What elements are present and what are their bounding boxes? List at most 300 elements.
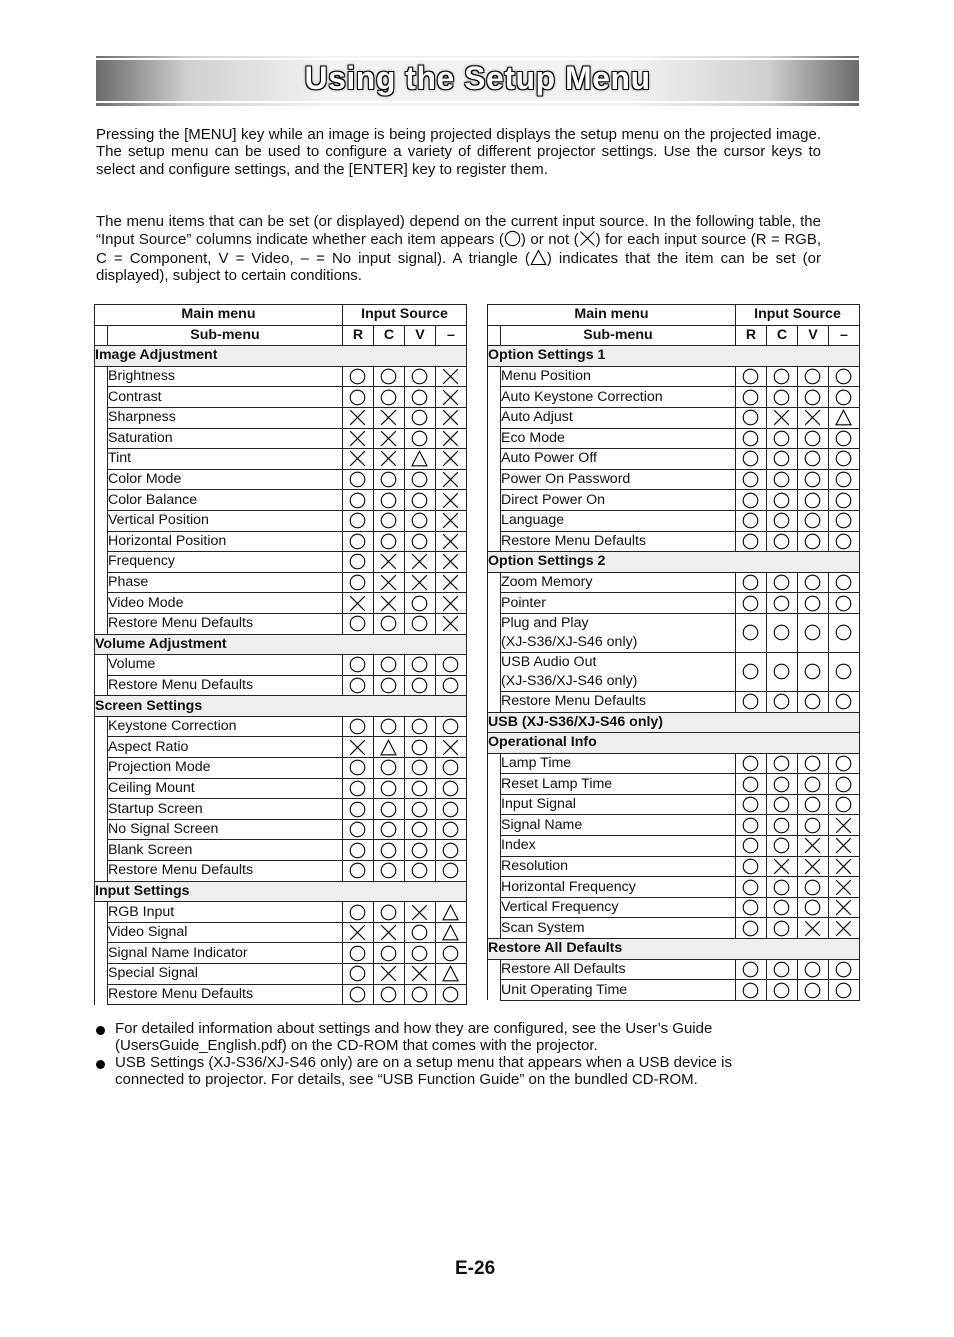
mark-cell (828, 959, 859, 980)
sub-menu-label: Phase (108, 572, 343, 593)
cross-icon (442, 574, 459, 591)
cross-icon (380, 595, 397, 612)
mark-cell (373, 778, 404, 799)
table-row (488, 531, 860, 552)
table-row (95, 552, 467, 573)
circle-icon (411, 656, 428, 673)
sub-menu-label: Auto Keystone Correction (501, 387, 736, 408)
mark-cell (797, 877, 828, 898)
table-row (95, 799, 467, 820)
main-menu-header: Main menu (95, 305, 343, 326)
circle-icon (804, 430, 821, 447)
mark-cell (342, 572, 373, 593)
mark-cell (373, 819, 404, 840)
mark-cell (828, 613, 859, 652)
sub-menu-label: Projection Mode (108, 758, 343, 779)
section-label: Option Settings 1 (488, 346, 860, 367)
circle-icon (349, 904, 366, 921)
cross-icon (773, 858, 790, 875)
mark-cell (342, 799, 373, 820)
mark-cell (735, 691, 766, 712)
circle-icon (742, 368, 759, 385)
mark-cell (828, 836, 859, 857)
table-row (488, 593, 860, 614)
mark-cell (373, 943, 404, 964)
table-row (95, 737, 467, 758)
sub-menu-label: Resolution (501, 856, 736, 877)
mark-cell (435, 593, 466, 614)
mark-cell (373, 593, 404, 614)
col-header-none: – (828, 325, 859, 346)
circle-icon (773, 796, 790, 813)
indent-cell (488, 531, 501, 552)
circle-icon (411, 533, 428, 550)
circle-icon (742, 595, 759, 612)
circle-icon (773, 817, 790, 834)
circle-icon (380, 533, 397, 550)
indent-cell (95, 593, 108, 614)
circle-icon (742, 574, 759, 591)
circle-icon (380, 677, 397, 694)
mark-cell (435, 737, 466, 758)
indent-cell (488, 877, 501, 898)
circle-icon (411, 368, 428, 385)
cross-icon (411, 574, 428, 591)
mark-cell (373, 758, 404, 779)
table-row (95, 675, 467, 696)
indent-cell (488, 593, 501, 614)
circle-icon (380, 862, 397, 879)
triangle-icon (380, 739, 397, 756)
mark-cell (373, 675, 404, 696)
mark-cell (342, 407, 373, 428)
sub-menu-label: Vertical Frequency (501, 897, 736, 918)
mark-cell (373, 716, 404, 737)
sub-menu-label: Reset Lamp Time (501, 774, 736, 795)
circle-icon (773, 512, 790, 529)
circle-icon (411, 492, 428, 509)
mark-cell (435, 449, 466, 470)
circle-icon (804, 899, 821, 916)
circle-icon (411, 924, 428, 941)
mark-cell (435, 675, 466, 696)
mark-cell (828, 593, 859, 614)
mark-cell (342, 593, 373, 614)
bullet-item-2 (96, 1054, 856, 1089)
col-header-r: R (735, 325, 766, 346)
page-title: Using the Setup Menu (304, 60, 651, 96)
col-header-none: – (435, 325, 466, 346)
circle-icon (411, 471, 428, 488)
circle-icon (804, 624, 821, 641)
circle-icon (835, 776, 852, 793)
indent-cell (95, 531, 108, 552)
table-row (95, 964, 467, 985)
sub-menu-label: Startup Screen (108, 799, 343, 820)
sub-menu-label: Sharpness (108, 407, 343, 428)
mark-cell (828, 366, 859, 387)
mark-cell (373, 366, 404, 387)
circle-icon (835, 663, 852, 680)
mark-cell (735, 856, 766, 877)
table-row (488, 572, 860, 593)
section-row (488, 939, 860, 960)
circle-icon (773, 492, 790, 509)
intro-p2-part-c: ) for each input source (R = RGB, C = Component, V = Video, – = No input signal). A triangle ( (96, 231, 821, 267)
table-row (488, 794, 860, 815)
cross-icon (380, 450, 397, 467)
indent-cell (95, 572, 108, 593)
section-label: Volume Adjustment (95, 634, 467, 655)
circle-icon (411, 677, 428, 694)
indent-cell (488, 856, 501, 877)
mark-cell (797, 918, 828, 939)
sub-menu-label: Restore Menu Defaults (108, 613, 343, 634)
indent-cell (488, 449, 501, 470)
mark-cell (342, 943, 373, 964)
mark-cell (766, 815, 797, 836)
circle-icon (773, 899, 790, 916)
circle-icon (804, 817, 821, 834)
mark-cell (435, 902, 466, 923)
circle-icon (742, 624, 759, 641)
circle-icon (773, 595, 790, 612)
circle-icon (411, 739, 428, 756)
mark-cell (435, 552, 466, 573)
table-row (95, 984, 467, 1005)
sub-menu-label: Keystone Correction (108, 716, 343, 737)
mark-cell (404, 778, 435, 799)
mark-cell (797, 613, 828, 652)
indent-cell (488, 652, 501, 691)
mark-cell (828, 387, 859, 408)
mark-cell (373, 387, 404, 408)
cross-icon (349, 409, 366, 426)
section-label: USB (XJ-S36/XJ-S46 only) (488, 712, 860, 733)
triangle-icon (530, 249, 547, 266)
mark-cell (766, 691, 797, 712)
indent-cell (488, 959, 501, 980)
circle-icon (442, 656, 459, 673)
table-row (488, 856, 860, 877)
circle-icon (380, 986, 397, 1003)
mark-cell (435, 531, 466, 552)
sub-menu-label: Horizontal Position (108, 531, 343, 552)
mark-cell (342, 366, 373, 387)
mark-cell (373, 469, 404, 490)
indent-cell (488, 815, 501, 836)
circle-icon (773, 663, 790, 680)
circle-icon (411, 759, 428, 776)
indent-cell (488, 836, 501, 857)
cross-icon (380, 574, 397, 591)
circle-icon (742, 492, 759, 509)
circle-icon (742, 430, 759, 447)
mark-cell (404, 799, 435, 820)
cross-icon (349, 430, 366, 447)
circle-icon (380, 904, 397, 921)
table-row (95, 366, 467, 387)
mark-cell (373, 984, 404, 1005)
circle-icon (804, 961, 821, 978)
mark-cell (797, 652, 828, 691)
circle-icon (742, 961, 759, 978)
cross-icon (835, 817, 852, 834)
mark-cell (766, 959, 797, 980)
mark-cell (828, 774, 859, 795)
circle-icon (742, 471, 759, 488)
cross-icon (442, 512, 459, 529)
mark-cell (435, 943, 466, 964)
mark-cell (766, 753, 797, 774)
intro-p2-part-b: ) or not ( (520, 231, 579, 249)
circle-icon (773, 837, 790, 854)
circle-icon (835, 368, 852, 385)
triangle-icon (442, 965, 459, 982)
indent-cell (488, 325, 501, 346)
sub-menu-header: Sub-menu (501, 325, 736, 346)
circle-icon (742, 899, 759, 916)
sub-menu-label: Restore Menu Defaults (501, 531, 736, 552)
mark-cell (435, 572, 466, 593)
circle-icon (835, 982, 852, 999)
table-row (95, 840, 467, 861)
table-row (95, 407, 467, 428)
circle-icon (835, 533, 852, 550)
mark-cell (342, 531, 373, 552)
table-row (488, 753, 860, 774)
sub-menu-label: Restore Menu Defaults (501, 691, 736, 712)
mark-cell (404, 655, 435, 676)
intro-paragraph-1: Pressing the [MENU] key while an image is being projected displays the setup menu on the projected image. The setup menu can be used to configure a variety of different projector settings. Use the cursor keys to select and configure settings, and the [ENTER] key to register them. (96, 126, 821, 178)
circle-icon (835, 512, 852, 529)
mark-cell (373, 840, 404, 861)
circle-icon (411, 718, 428, 735)
cross-icon (442, 368, 459, 385)
circle-icon (804, 512, 821, 529)
mark-cell (735, 510, 766, 531)
table-row (95, 490, 467, 511)
circle-icon (349, 656, 366, 673)
mark-cell (766, 980, 797, 1001)
circle-icon (804, 879, 821, 896)
circle-icon (773, 368, 790, 385)
mark-cell (404, 449, 435, 470)
col-header-r: R (342, 325, 373, 346)
mark-cell (735, 836, 766, 857)
circle-icon (742, 776, 759, 793)
sub-menu-label: Auto Adjust (501, 407, 736, 428)
input-source-header: Input Source (735, 305, 859, 326)
col-header-v: V (404, 325, 435, 346)
sub-menu-label: Zoom Memory (501, 572, 736, 593)
cross-icon (442, 471, 459, 488)
table-row (488, 652, 860, 691)
circle-icon (349, 492, 366, 509)
mark-cell (435, 655, 466, 676)
mark-cell (342, 387, 373, 408)
indent-cell (95, 325, 108, 346)
sub-menu-label: Volume (108, 655, 343, 676)
indent-cell (488, 490, 501, 511)
header-row-1 (95, 305, 467, 326)
mark-cell (766, 407, 797, 428)
circle-icon (804, 755, 821, 772)
mark-cell (797, 428, 828, 449)
circle-icon (804, 471, 821, 488)
sub-menu-label: Aspect Ratio (108, 737, 343, 758)
cross-icon (442, 492, 459, 509)
circle-icon (411, 842, 428, 859)
cross-icon (835, 858, 852, 875)
table-row (488, 897, 860, 918)
cross-icon (411, 553, 428, 570)
sub-menu-label: Frequency (108, 552, 343, 573)
cross-icon (349, 924, 366, 941)
setup-menu-table-right (487, 304, 860, 1001)
section-row (95, 881, 467, 902)
mark-cell (735, 877, 766, 898)
mark-cell (766, 510, 797, 531)
circle-icon (804, 982, 821, 999)
mark-cell (828, 531, 859, 552)
mark-cell (404, 469, 435, 490)
sub-menu-label: Restore Menu Defaults (108, 861, 343, 882)
mark-cell (373, 613, 404, 634)
sub-menu-label: Power On Password (501, 469, 736, 490)
table-row (488, 469, 860, 490)
bullet-2-line-1: USB Settings (XJ-S36/XJ-S46 only) are on a setup menu that appears when a USB device is (115, 1054, 732, 1071)
circle-icon (835, 796, 852, 813)
circle-icon (349, 842, 366, 859)
mark-cell (797, 815, 828, 836)
sub-menu-label: Contrast (108, 387, 343, 408)
circle-icon (835, 755, 852, 772)
triangle-icon (442, 924, 459, 941)
table-row (95, 861, 467, 882)
bullet-dot-icon (96, 1026, 105, 1035)
circle-icon (804, 450, 821, 467)
mark-cell (766, 469, 797, 490)
mark-cell (828, 510, 859, 531)
circle-icon (742, 817, 759, 834)
table-row (488, 918, 860, 939)
mark-cell (342, 964, 373, 985)
sub-menu-label: Signal Name (501, 815, 736, 836)
mark-cell (342, 613, 373, 634)
mark-cell (797, 836, 828, 857)
mark-cell (766, 593, 797, 614)
mark-cell (735, 897, 766, 918)
mark-cell (735, 794, 766, 815)
mark-cell (797, 469, 828, 490)
circle-icon (804, 574, 821, 591)
table-row (95, 716, 467, 737)
bullet-dot-icon (96, 1060, 105, 1069)
banner-bottom-rule (96, 101, 859, 103)
circle-icon (349, 368, 366, 385)
sub-menu-label: Blank Screen (108, 840, 343, 861)
table-row (95, 510, 467, 531)
indent-cell (488, 366, 501, 387)
mark-cell (735, 652, 766, 691)
mark-cell (828, 856, 859, 877)
circle-icon (804, 776, 821, 793)
table-row (95, 469, 467, 490)
circle-icon (773, 920, 790, 937)
circle-icon (835, 693, 852, 710)
circle-icon (349, 986, 366, 1003)
setup-menu-table-left (94, 304, 467, 1005)
circle-icon (349, 862, 366, 879)
circle-icon (349, 821, 366, 838)
mark-cell (828, 877, 859, 898)
circle-icon (742, 837, 759, 854)
sub-menu-label-line-1: USB Audio Out (501, 653, 597, 670)
table-row (488, 959, 860, 980)
mark-cell (373, 861, 404, 882)
circle-icon (804, 389, 821, 406)
mark-cell (797, 593, 828, 614)
mark-cell (342, 469, 373, 490)
circle-icon (804, 595, 821, 612)
circle-icon (742, 512, 759, 529)
mark-cell (735, 366, 766, 387)
cross-icon (380, 924, 397, 941)
mark-cell (828, 652, 859, 691)
cross-icon (349, 739, 366, 756)
mark-cell (404, 428, 435, 449)
circle-icon (804, 693, 821, 710)
circle-icon (773, 879, 790, 896)
mark-cell (435, 469, 466, 490)
table-row (488, 774, 860, 795)
sub-menu-label: Ceiling Mount (108, 778, 343, 799)
mark-cell (435, 861, 466, 882)
mark-cell (828, 428, 859, 449)
indent-cell (95, 778, 108, 799)
sub-menu-label: Video Mode (108, 593, 343, 614)
intro-p2-part-d: ) indicates that the item can be set (or displayed), subject to certain conditions. (96, 249, 821, 285)
circle-icon (742, 533, 759, 550)
indent-cell (488, 980, 501, 1001)
sub-menu-label: Lamp Time (501, 753, 736, 774)
mark-cell (404, 840, 435, 861)
circle-icon (835, 389, 852, 406)
table-row (488, 449, 860, 470)
table-row (95, 449, 467, 470)
mark-cell (435, 799, 466, 820)
mark-cell (766, 531, 797, 552)
circle-icon (773, 961, 790, 978)
circle-icon (411, 801, 428, 818)
table-row (488, 691, 860, 712)
mark-cell (435, 716, 466, 737)
mark-cell (735, 407, 766, 428)
mark-cell (404, 407, 435, 428)
bullet-1-line-2: (UsersGuide_English.pdf) on the CD-ROM that comes with the projector. (115, 1037, 598, 1055)
main-menu-header: Main menu (488, 305, 736, 326)
circle-icon (442, 759, 459, 776)
mark-cell (342, 861, 373, 882)
table-row (488, 877, 860, 898)
mark-cell (797, 753, 828, 774)
mark-cell (797, 490, 828, 511)
mark-cell (735, 449, 766, 470)
indent-cell (95, 387, 108, 408)
mark-cell (373, 572, 404, 593)
sub-menu-label: Pointer (501, 593, 736, 614)
